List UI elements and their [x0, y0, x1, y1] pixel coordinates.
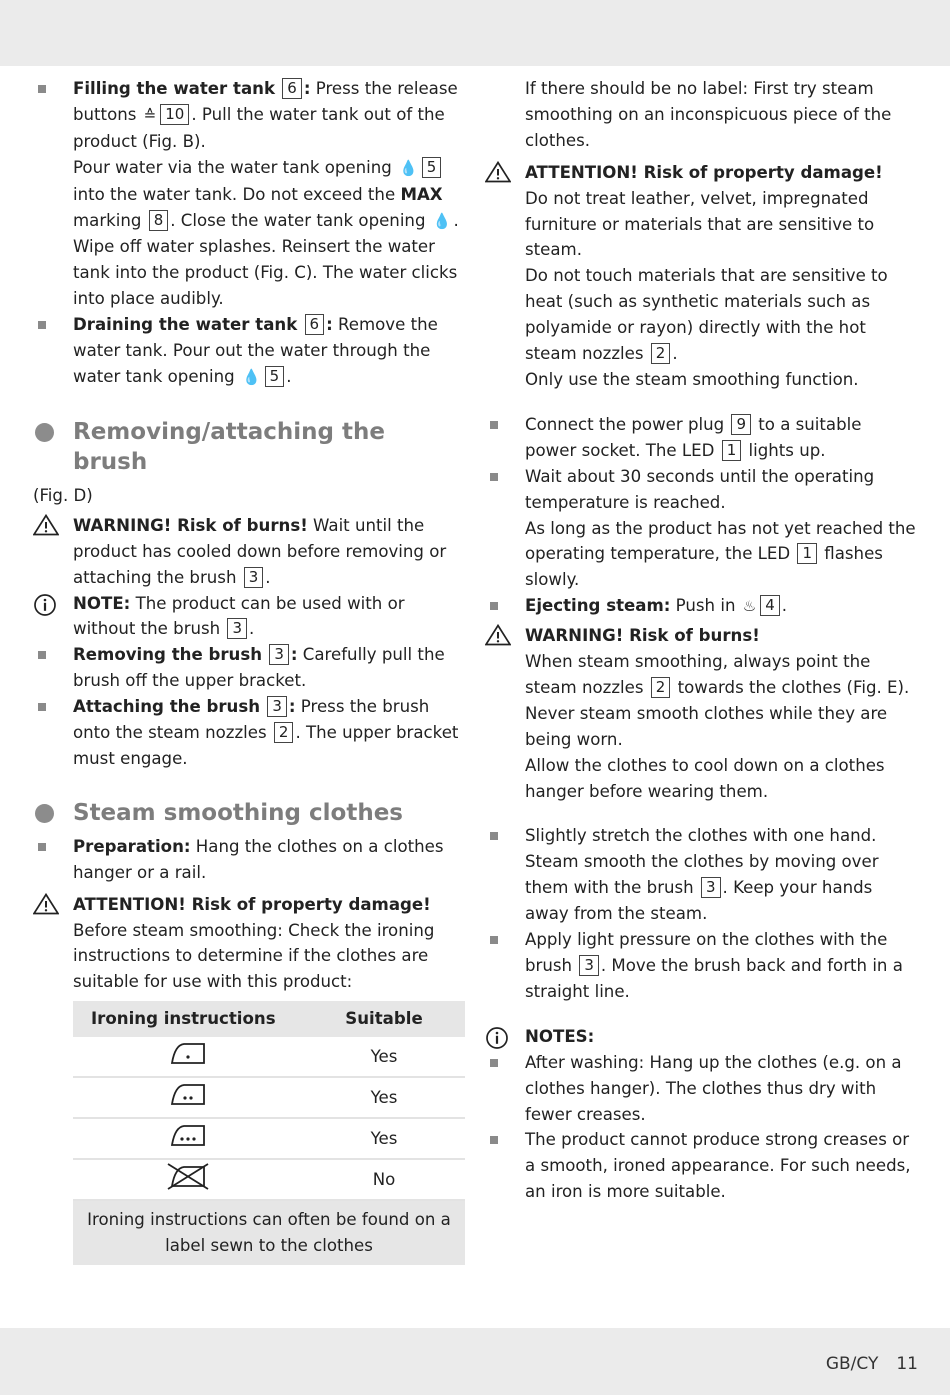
text: Never steam smooth clothes while they are being worn. — [525, 703, 888, 749]
section-dot-icon — [35, 423, 54, 442]
bullet-square-icon — [38, 843, 46, 851]
attention-item — [485, 160, 917, 393]
section-heading-brush — [33, 417, 465, 477]
remove-brush-item — [33, 642, 465, 694]
text: Push in — [670, 596, 741, 616]
eject-steam-item — [485, 593, 917, 620]
info-icon — [33, 593, 57, 617]
table-cell: Yes — [303, 1077, 465, 1118]
text: Hang the clothes on a clothes hanger or a rail. — [73, 836, 444, 882]
ref-box: 4 — [760, 595, 780, 616]
ref-box: 2 — [651, 343, 671, 364]
text: lights up. — [743, 440, 826, 460]
ref-box: 3 — [267, 696, 287, 717]
warning-title: WARNING! Risk of burns! — [525, 626, 760, 646]
ref-box: 2 — [651, 677, 671, 698]
text: Carefully pull the brush off the upper bracket. — [73, 645, 445, 691]
tank-opening-icon: 💧 — [399, 158, 418, 177]
bullet-square-icon — [38, 703, 46, 711]
fill-title: Filling the water tank — [73, 79, 275, 98]
ref-box: 8 — [149, 210, 169, 231]
ref-box: 2 — [274, 722, 294, 743]
note-item-2 — [485, 1127, 917, 1205]
footer-band — [0, 1328, 950, 1395]
text: Pour water via the water tank opening — [73, 157, 398, 177]
text: Allow the clothes to cool down on a clothes hanger before wearing them. — [525, 755, 885, 801]
text: . — [249, 619, 255, 639]
colon: : — [290, 645, 298, 665]
bullet-square-icon — [490, 832, 498, 840]
table-row — [73, 1077, 465, 1118]
ref-box: 5 — [265, 366, 285, 387]
heading-text: Steam smoothing clothes — [73, 799, 403, 826]
text: . Pull the water tank out of the product (Fig. B). — [73, 104, 445, 151]
text: Do not treat leather, velvet, impregnated furniture or materials that are sensitive to steam. — [525, 188, 875, 260]
ref-box: 1 — [797, 543, 817, 564]
ref-box: 6 — [282, 78, 302, 99]
notes-heading — [485, 1024, 917, 1050]
ref-box: 10 — [160, 104, 189, 125]
text: When steam smoothing, always point the steam nozzles — [525, 652, 871, 697]
col-header: Ironing instructions — [73, 1001, 303, 1037]
max-label: MAX — [400, 184, 443, 204]
ref-box: 3 — [269, 644, 289, 665]
text: . — [672, 344, 678, 364]
attention-item — [33, 892, 465, 996]
tank-opening-icon: 💧 — [241, 367, 261, 386]
iron-two-dots-icon — [73, 1077, 303, 1118]
warning-triangle-icon — [485, 624, 511, 646]
iron-crossed-out-icon — [73, 1159, 303, 1200]
connect-item — [485, 412, 917, 464]
text: Slightly stretch the clothes with one hand. Steam smooth the clothes by moving over them with the brush — [525, 826, 879, 898]
right-column — [485, 76, 917, 1205]
ref-box: 6 — [305, 314, 325, 335]
colon: : — [303, 79, 311, 98]
bullet-square-icon — [490, 602, 498, 610]
text: If there should be no label: First try steam smoothing on an inconspicuous piece of the clothes. — [525, 79, 892, 150]
warning-triangle-icon — [485, 161, 511, 183]
text: As long as the product has not yet reached the operating temperature, the LED — [525, 518, 916, 564]
release-button-icon: ≙ — [143, 105, 157, 124]
text: Remove the water tank. Pour out the water through the water tank opening — [73, 315, 438, 386]
text: . — [265, 567, 271, 587]
footer-region: GB/CY — [825, 1354, 879, 1374]
prep-title: Preparation: — [73, 836, 191, 856]
stretch-item — [485, 823, 917, 927]
text: into the water tank. Do not exceed the — [73, 184, 401, 204]
label-hint — [485, 76, 917, 154]
text: Do not touch materials that are sensitive to heat (such as synthetic materials such as polyamide or rayon) directly with the hot steam nozzles — [525, 266, 888, 364]
eject-title: Ejecting steam: — [525, 596, 671, 616]
warning-triangle-icon — [33, 514, 59, 536]
left-column — [33, 76, 465, 1265]
table-footer-note: Ironing instructions can often be found on a label sewn to the clothes — [73, 1200, 465, 1265]
drain-water-tank-item — [33, 312, 465, 391]
text: . Close the water tank opening — [170, 210, 431, 230]
attention-title: ATTENTION! Risk of property damage! — [525, 162, 883, 182]
warning-triangle-icon — [33, 893, 59, 915]
note-title: NOTE: — [73, 593, 131, 613]
table-header — [73, 1001, 465, 1037]
note-item — [33, 591, 465, 643]
text: . The upper bracket must engage. — [73, 723, 459, 768]
table-cell: No — [303, 1159, 465, 1200]
table-row — [73, 1118, 465, 1159]
text: . — [781, 596, 788, 616]
section-heading-steam — [33, 798, 465, 828]
fig-ref: (Fig. D) — [33, 485, 93, 505]
text: . — [286, 366, 292, 386]
page-footer — [826, 1354, 918, 1374]
text: . Keep your hands away from the steam. — [525, 878, 873, 924]
ref-box: 9 — [731, 414, 751, 435]
text: Press the brush onto the steam nozzles — [73, 697, 430, 743]
text: Press the release buttons — [73, 79, 458, 124]
ironing-table — [73, 1001, 465, 1265]
table-row — [73, 1037, 465, 1077]
heading-text: Removing/attaching the brush — [73, 418, 385, 475]
info-icon — [485, 1026, 509, 1050]
bullet-square-icon — [38, 85, 46, 93]
text: flashes slowly. — [525, 544, 883, 590]
section-dot-icon — [35, 804, 54, 823]
text: After washing: Hang up the clothes (e.g. on a clothes hanger). The clothes thus dry with fewer creases. — [525, 1052, 902, 1124]
warning-burns-item — [485, 623, 917, 804]
drain-title: Draining the water tank — [73, 315, 298, 335]
text: Before steam smoothing: Check the ironing instructions to determine if the clothes are suitable for use with this product: — [73, 920, 435, 992]
bullet-square-icon — [490, 473, 498, 481]
text: Wait about 30 seconds until the operating temperature is reached. — [525, 466, 875, 512]
bullet-square-icon — [38, 651, 46, 659]
pressure-item — [485, 927, 917, 1005]
ref-box: 3 — [701, 877, 721, 898]
text: . Wipe off water splashes. Reinsert the water tank into the product (Fig. C). The water clicks into place audibly. — [73, 210, 459, 309]
bullet-square-icon — [490, 1059, 498, 1067]
bullet-square-icon — [490, 936, 498, 944]
ref-box: 3 — [579, 955, 599, 976]
table-row — [73, 1159, 465, 1200]
ref-box: 1 — [722, 440, 742, 461]
text: marking — [73, 210, 147, 230]
iron-three-dots-icon — [73, 1118, 303, 1159]
ref-box: 3 — [244, 567, 264, 588]
steam-button-icon: ♨ — [742, 597, 757, 616]
attach-title: Attaching the brush — [73, 697, 261, 717]
notes-title: NOTES: — [525, 1026, 595, 1046]
table-cell: Yes — [303, 1037, 465, 1077]
col-header: Suitable — [303, 1001, 465, 1037]
ref-box: 3 — [227, 618, 247, 639]
page-number: 11 — [896, 1354, 918, 1374]
note-item-1 — [485, 1050, 917, 1128]
colon: : — [288, 697, 296, 717]
header-band — [0, 0, 950, 66]
fill-water-tank-item — [33, 76, 465, 312]
text: Wait until the product has cooled down before removing or attaching the brush — [73, 515, 447, 587]
text: Apply light pressure on the clothes with the brush — [525, 930, 888, 975]
attention-title: ATTENTION! Risk of property damage! — [73, 894, 431, 914]
colon: : — [326, 315, 333, 335]
wait-item — [485, 464, 917, 594]
bullet-square-icon — [490, 1136, 498, 1144]
preparation-item — [33, 834, 465, 886]
text: Only use the steam smoothing function. — [525, 369, 859, 389]
table-cell: Yes — [303, 1118, 465, 1159]
bullet-square-icon — [490, 421, 498, 429]
text: The product can be used with or without the brush — [73, 593, 405, 639]
text: to a suitable power socket. The LED — [525, 414, 862, 460]
text: . Move the brush back and forth in a straight line. — [525, 956, 903, 1001]
attach-brush-item — [33, 694, 465, 772]
warning-title: WARNING! Risk of burns! — [73, 515, 308, 535]
text: The product cannot produce strong creases or a smooth, ironed appearance. For such needs, an iron is more suitable. — [525, 1130, 911, 1202]
tank-closed-icon: 💧 — [432, 211, 452, 230]
bullet-square-icon — [38, 321, 46, 329]
remove-title: Removing the brush — [73, 645, 263, 665]
warning-burns-item — [33, 513, 465, 591]
text: towards the clothes (Fig. E). — [672, 677, 910, 697]
text: Connect the power plug — [525, 414, 730, 434]
table-footer-row — [73, 1200, 465, 1265]
ref-box: 5 — [422, 157, 442, 178]
iron-one-dot-icon — [73, 1037, 303, 1077]
